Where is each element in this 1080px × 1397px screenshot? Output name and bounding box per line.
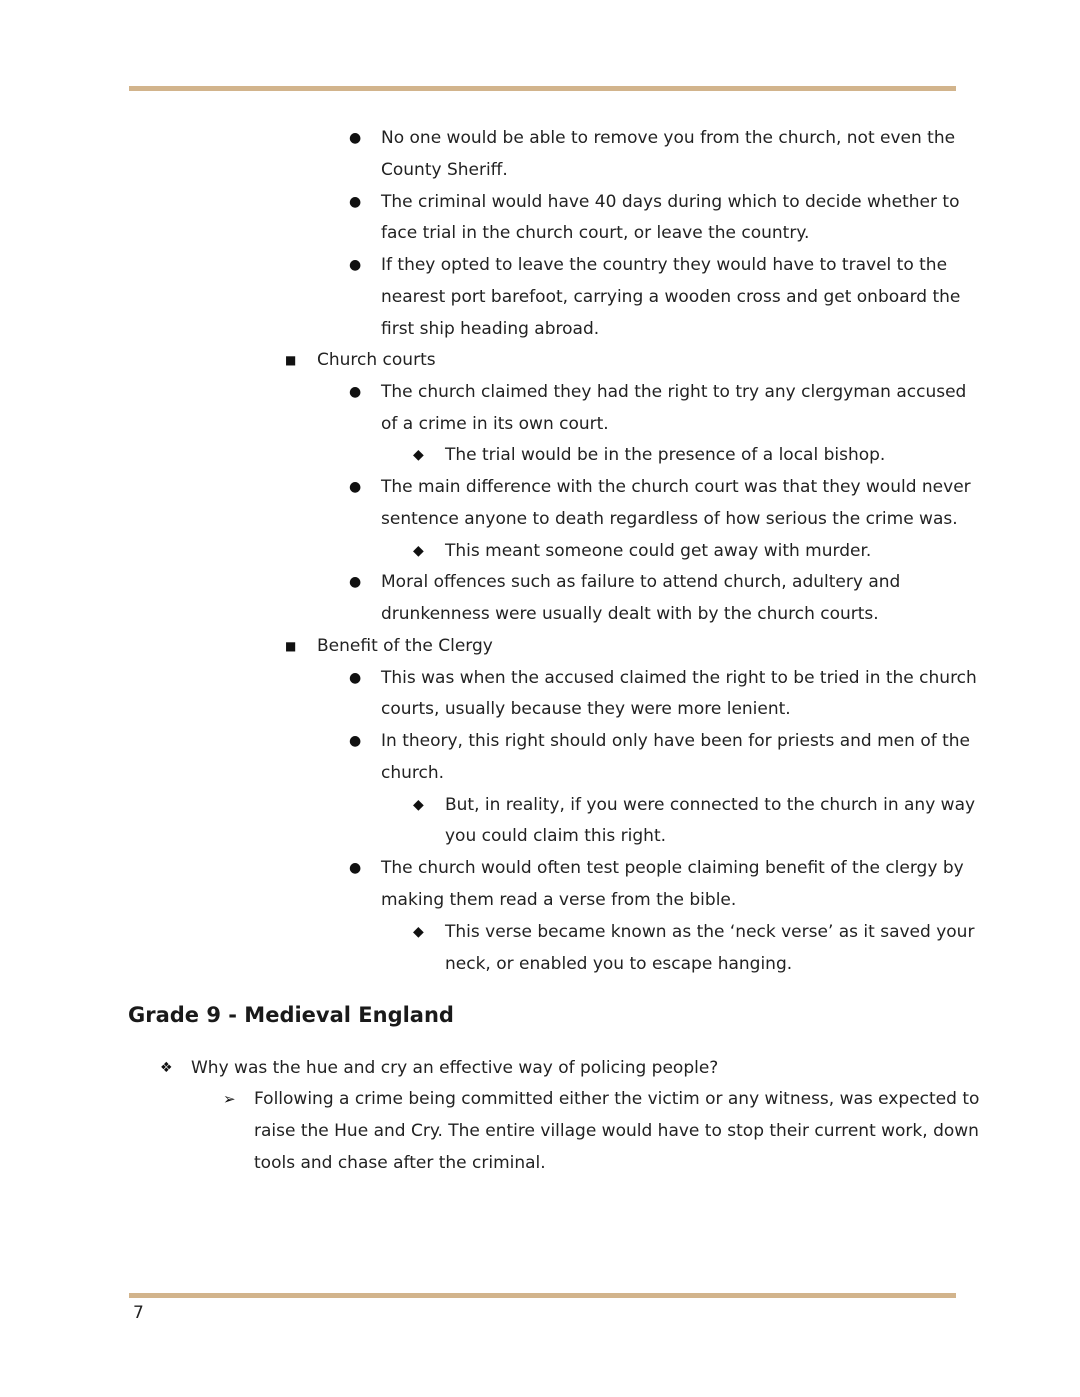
text-line: courts, usually because they were more lenient. <box>381 699 791 719</box>
text-line: This verse became known as the ‘neck verse’ as it saved your <box>445 922 975 942</box>
footer-rule <box>129 1293 956 1298</box>
text-line: church. <box>381 763 445 783</box>
text-line: neck, or enabled you to escape hanging. <box>445 954 793 974</box>
bullet-dot: ● <box>349 733 362 749</box>
text-line: The criminal would have 40 days during which to decide whether to <box>381 192 960 212</box>
bullet-square: ■ <box>285 639 297 653</box>
text-line: nearest port barefoot, carrying a wooden cross and get onboard the <box>381 287 961 307</box>
text-line: This meant someone could get away with murder. <box>445 541 872 561</box>
text-line: first ship heading abroad. <box>381 319 600 339</box>
text-line: The church claimed they had the right to try any clergyman accused <box>381 382 967 402</box>
bullet-dot: ● <box>349 860 362 876</box>
text-line: face trial in the church court, or leave the country. <box>381 223 810 243</box>
bullet-fancy: ❖ <box>160 1060 173 1076</box>
text-line: The church would often test people claiming benefit of the clergy by <box>381 858 964 878</box>
bullet-diamond: ◆ <box>413 924 424 940</box>
answer-text: tools and chase after the criminal. <box>254 1153 546 1173</box>
bullet-dot: ● <box>349 384 362 400</box>
question-text: Why was the hue and cry an effective way of policing people? <box>191 1058 719 1078</box>
answer-text: raise the Hue and Cry. The entire village would have to stop their current work, down <box>254 1121 979 1141</box>
answer-text: Following a crime being committed either the victim or any witness, was expected to <box>254 1089 980 1109</box>
page-number: 7 <box>133 1303 144 1323</box>
text-line: drunkenness were usually dealt with by the church courts. <box>381 604 879 624</box>
bullet-arrow: ➢ <box>223 1090 236 1108</box>
text-line: No one would be able to remove you from the church, not even the <box>381 128 956 148</box>
text-line: If they opted to leave the country they would have to travel to the <box>381 255 948 275</box>
header-rule <box>129 86 956 91</box>
text-line: This was when the accused claimed the right to be tried in the church <box>381 668 977 688</box>
section-heading: Grade 9 - Medieval England <box>128 1003 454 1027</box>
text-line: The trial would be in the presence of a local bishop. <box>445 445 886 465</box>
bullet-diamond: ◆ <box>413 447 424 463</box>
section-title-benefit-of-clergy: Benefit of the Clergy <box>317 636 493 656</box>
text-line: The main difference with the church court was that they would never <box>381 477 971 497</box>
text-line: Moral offences such as failure to attend church, adultery and <box>381 572 901 592</box>
text-line: In theory, this right should only have been for priests and men of the <box>381 731 971 751</box>
bullet-dot: ● <box>349 574 362 590</box>
bullet-dot: ● <box>349 257 362 273</box>
text-line: you could claim this right. <box>445 826 667 846</box>
text-line: of a crime in its own court. <box>381 414 609 434</box>
bullet-square: ■ <box>285 353 297 367</box>
text-line: But, in reality, if you were connected to the church in any way <box>445 795 976 815</box>
bullet-dot: ● <box>349 479 362 495</box>
text-line: sentence anyone to death regardless of how serious the crime was. <box>381 509 958 529</box>
text-line: County Sheriff. <box>381 160 508 180</box>
bullet-dot: ● <box>349 670 362 686</box>
section-title-church-courts: Church courts <box>317 350 436 370</box>
bullet-diamond: ◆ <box>413 543 424 559</box>
bullet-dot: ● <box>349 194 362 210</box>
bullet-dot: ● <box>349 130 362 146</box>
text-line: making them read a verse from the bible. <box>381 890 737 910</box>
bullet-diamond: ◆ <box>413 797 424 813</box>
